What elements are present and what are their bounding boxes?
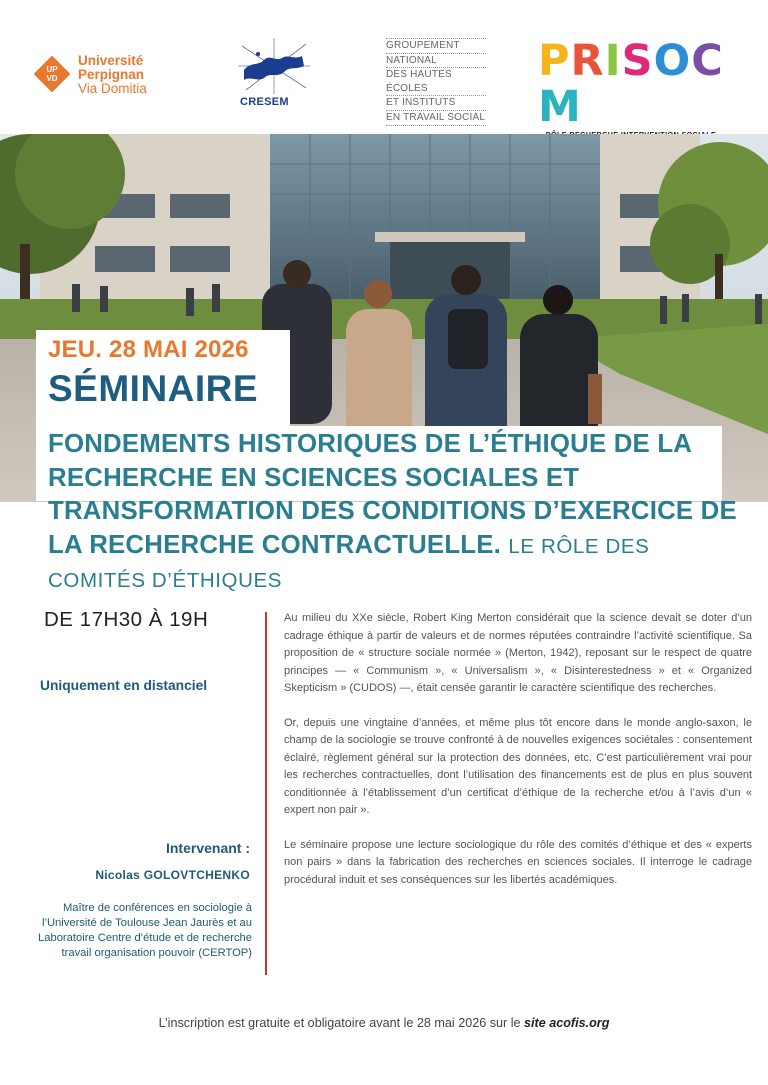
prisocm-letter: P	[538, 36, 571, 86]
svg-text:UP: UP	[46, 65, 58, 74]
event-subtitle: LE RÔLE DES COMITÉS D’ÉTHIQUES	[48, 534, 650, 593]
prisocm-letter: C	[691, 36, 724, 86]
prisocm-letter: R	[570, 36, 605, 86]
speaker-label: Intervenant :	[165, 840, 250, 856]
prisocm-letter: M	[538, 82, 582, 132]
registration-footer	[0, 1016, 768, 1030]
cresem-name: CRESEM	[240, 96, 289, 108]
upvd-logo	[34, 52, 194, 102]
registration-site-link[interactable]: site acofis.org	[524, 1016, 610, 1030]
event-date: JEU. 28 MAI 2026	[48, 336, 249, 363]
cresem-map-icon	[236, 36, 312, 96]
event-time: DE 17H30 À 19H	[44, 608, 209, 631]
registration-text: L’inscription est gratuite et obligatoire avant le 28 mai 2026 sur le	[158, 1016, 521, 1030]
column-divider	[265, 612, 267, 975]
event-title	[48, 428, 748, 598]
event-type: SÉMINAIRE	[48, 368, 259, 409]
groupement-line-2: NATIONAL	[386, 53, 486, 68]
upvd-diamond-icon	[34, 56, 70, 92]
speaker-bio: Maître de conférences en sociologie à l’Université de Toulouse Jean Jaurès et au Laboratoire Centre d’étude et de recherche travail organisation pouvoir (CERTOP)	[38, 902, 252, 959]
prisocm-letter: S	[621, 36, 654, 86]
description-paragraph-2: Or, depuis une vingtaine d’années, et même plus tôt encore dans le monde anglo-saxon, le champ de la sociologie se trouve confronté à de nouvelles exigences sociétales : consentement éclairé, règlement général sur la protection des données, etc. C’est particulièrement vrai pour les recherches contractuelles, dont l’utilisation des financements est de plus en plus souvent conditionnée à l’établissement d’un certificat d’éthique de la recherche et/ou à l’avis d’un « expert non pair ».	[284, 716, 752, 816]
upvd-line-2: Perpignan	[78, 67, 145, 82]
groupement-logo	[386, 38, 486, 126]
description	[284, 610, 752, 906]
groupement-line-5: EN TRAVAIL SOCIAL	[386, 110, 486, 126]
description-paragraph-3: Le séminaire propose une lecture sociologique du rôle des comités d’éthique et des « experts non pairs » dans la fabrication des recherches en sciences sociales. Il interroge le cadrage procédural induit et ses conséquences sur les libertés académiques.	[284, 838, 752, 886]
event-title-main: FONDEMENTS HISTORIQUES DE L’ÉTHIQUE DE LA RECHERCHE EN SCIENCES SOCIALES ET TRANSFORMATION DES CONDITIONS D’EXERCICE DE LA RECHERCHE CONTRACTUELLE.	[48, 430, 737, 559]
prisocm-logo	[538, 38, 738, 148]
event-mode: Uniquement en distanciel	[40, 678, 208, 693]
speaker-name: Nicolas GOLOVTCHENKO	[95, 868, 250, 882]
upvd-line-3: Via Domitia	[78, 81, 147, 96]
svg-text:VD: VD	[46, 74, 58, 83]
prisocm-letter: I	[604, 36, 622, 86]
upvd-line-1: Université	[78, 53, 144, 68]
groupement-line-3: DES HAUTES ÉCOLES	[386, 67, 486, 95]
groupement-line-1: GROUPEMENT	[386, 38, 486, 53]
description-paragraph-1: Au milieu du XXe siècle, Robert King Merton considérait que la science devait se doter d’un cadrage éthique à partir de valeurs et de normes réputées contraindre l’activité scientifique. Sa proposition de « structure sociale normée » (Merton, 1942), reposant sur le respect de quatre principes — « Communism », « Universalism », « Disinterestedness » et « Organized Skepticism » (CUDOS) —, était censée garantir le caractère scientifique des recherches.	[284, 612, 752, 694]
prisocm-wordmark	[538, 38, 738, 130]
groupement-line-4: ET INSTITUTS	[386, 95, 486, 110]
prisocm-letter: O	[653, 36, 692, 86]
cresem-logo	[236, 36, 312, 114]
